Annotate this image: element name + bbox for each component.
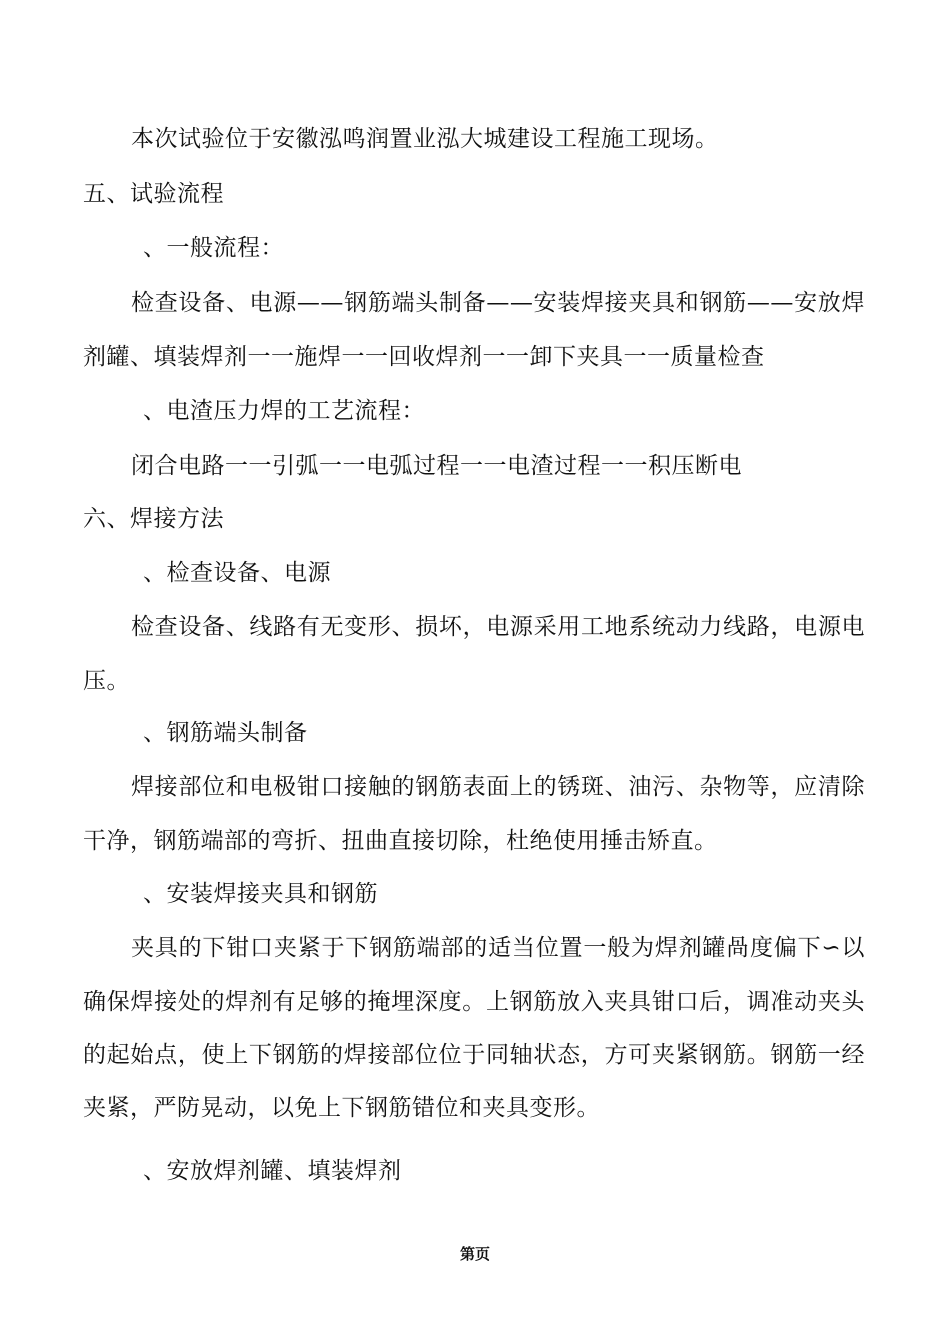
paragraph-install-clamp-line-4: 夹紧，严防晃动，以免上下钢筋错位和夹具变形。 bbox=[83, 1095, 600, 1121]
paragraph-install-clamp-line-3: 的起始点，使上下钢筋的焊接部位位于同轴状态，方可夹紧钢筋。钢筋一经 bbox=[83, 1042, 865, 1068]
paragraph-rebar-end-prep-line-1: 焊接部位和电极钳口接触的钢筋表面上的锈斑、油污、杂物等，应清除 bbox=[131, 774, 865, 800]
paragraph-rebar-end-prep-line-2: 干净，钢筋端部的弯折、扭曲直接切除，杜绝使用捶击矫直。 bbox=[83, 828, 718, 854]
paragraph-install-clamp-line-1: 夹具的下钳口夹紧于下钢筋端部的适当位置一般为焊剂罐咼度偏下∽以 bbox=[131, 935, 865, 961]
subheading-check-equipment: 、检查设备、电源 bbox=[143, 560, 331, 586]
paragraph-test-location: 本次试验位于安徽泓鸣润置业泓大城建设工程施工现场。 bbox=[131, 126, 719, 152]
heading-section-6: 六、焊接方法 bbox=[83, 506, 224, 532]
paragraph-check-equipment-line-1: 检查设备、线路有无变形、损坏，电源采用工地系统动力线路，电源电 bbox=[131, 614, 865, 640]
paragraph-install-clamp-line-2: 确保焊接处的焊剂有足够的掩埋深度。上钢筋放入夹具钳口后，调准动夹头 bbox=[83, 989, 865, 1015]
paragraph-general-flow-line-2: 剂罐、填装焊剂一一施焊一一回收焊剂一一卸下夹具一一质量检查 bbox=[83, 344, 765, 370]
subheading-general-flow: 、一般流程： bbox=[143, 235, 284, 261]
paragraph-general-flow-line-1: 检查设备、电源——钢筋端头制备——安装焊接夹具和钢筋——安放焊 bbox=[131, 290, 865, 316]
heading-section-5: 五、试验流程 bbox=[83, 181, 224, 207]
paragraph-electroslag-flow: 闭合电路一一引弧一一电弧过程一一电渣过程一一积压断电 bbox=[131, 453, 742, 479]
page-number-footer: 第页 bbox=[459, 1245, 490, 1263]
subheading-install-clamp: 、安装焊接夹具和钢筋 bbox=[143, 881, 378, 907]
paragraph-check-equipment-line-2: 压。 bbox=[83, 668, 130, 694]
subheading-flux-tank: 、安放焊剂罐、填装焊剂 bbox=[143, 1158, 402, 1184]
subheading-rebar-end-prep: 、钢筋端头制备 bbox=[143, 720, 308, 746]
subheading-electroslag-flow: 、电渣压力焊的工艺流程： bbox=[143, 398, 425, 424]
